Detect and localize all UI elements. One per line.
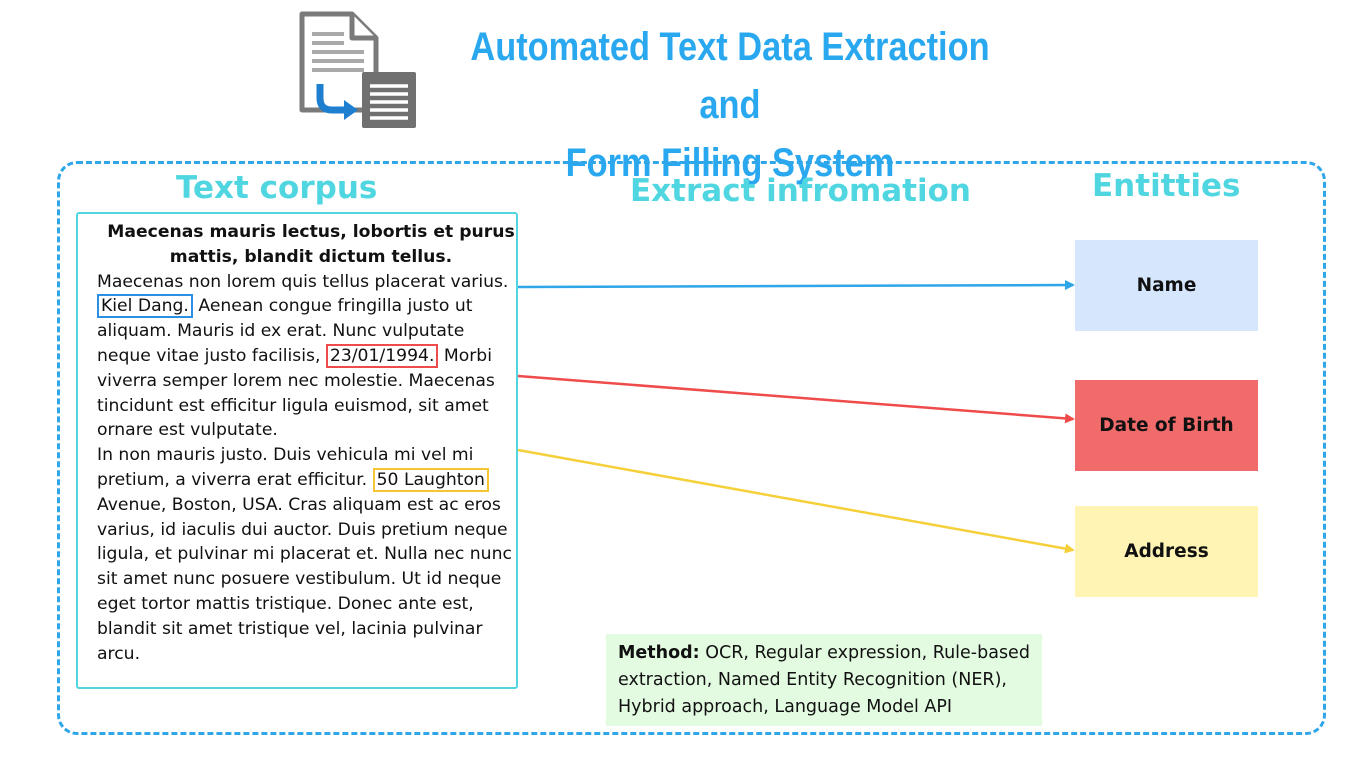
method-label: Method:	[618, 643, 700, 663]
dob-arrow	[518, 376, 1073, 419]
name-entity-box	[1075, 240, 1258, 331]
entities-heading: Entitties	[1092, 168, 1241, 204]
name-arrow	[518, 285, 1073, 287]
text-corpus-heading: Text corpus	[176, 170, 378, 206]
dob-entity-box	[1075, 380, 1258, 471]
extract-information-heading: Extract infromation	[630, 173, 971, 209]
address-entity-box	[1075, 506, 1258, 597]
address-highlight: 50 Laughton	[373, 468, 489, 492]
title-line-1: Automated Text Data Extraction and	[470, 25, 990, 127]
name-entity-label: Name	[1136, 275, 1197, 296]
corpus-text-segment: Morbi viverra semper lorem nec molestie. Maecenas tincidunt est efficitur ligula euismod, sit amet ornare est vulputate.	[97, 345, 495, 441]
corpus-text-segment: In non mauris justo. Duis vehicula mi vel mi pretium, a viverra erat efficitur.	[97, 445, 474, 490]
title-line-2: Form Filling System	[565, 141, 895, 185]
method-text: OCR, Regular expression, Rule-based extraction, Named Entity Recognition (NER), Hybrid approach, Language Model API	[618, 643, 1030, 717]
dob-entity-label: Date of Birth	[1099, 415, 1234, 436]
method-note	[606, 634, 1042, 726]
address-entity-label: Address	[1124, 541, 1209, 562]
dob-highlight: 23/01/1994.	[326, 344, 439, 368]
name-highlight: Kiel Dang.	[97, 294, 193, 318]
corpus-text-segment: Maecenas non lorem quis tellus placerat varius.	[97, 271, 509, 292]
corpus-title: Maecenas mauris lectus, lobortis et purus mattis, blandit dictum tellus.	[107, 222, 515, 267]
corpus-text-segment: Aenean congue fringilla justo ut aliquam. Mauris id ex erat. Nunc vulputate neque vitae justo facilisis,	[97, 296, 473, 366]
address-arrow	[518, 450, 1073, 550]
corpus-text-segment: Avenue, Boston, USA. Cras aliquam est ac eros varius, id iaculis dui auctor. Duis pretium neque ligula, et pulvinar mi placerat et. Nulla nec nunc sit amet nunc posuere vestibulum. Ut id neque eget tortor mattis tristique. Donec ante est, blandit sit amet tristique vel, lacinia pulvinar arcu.	[97, 494, 512, 664]
